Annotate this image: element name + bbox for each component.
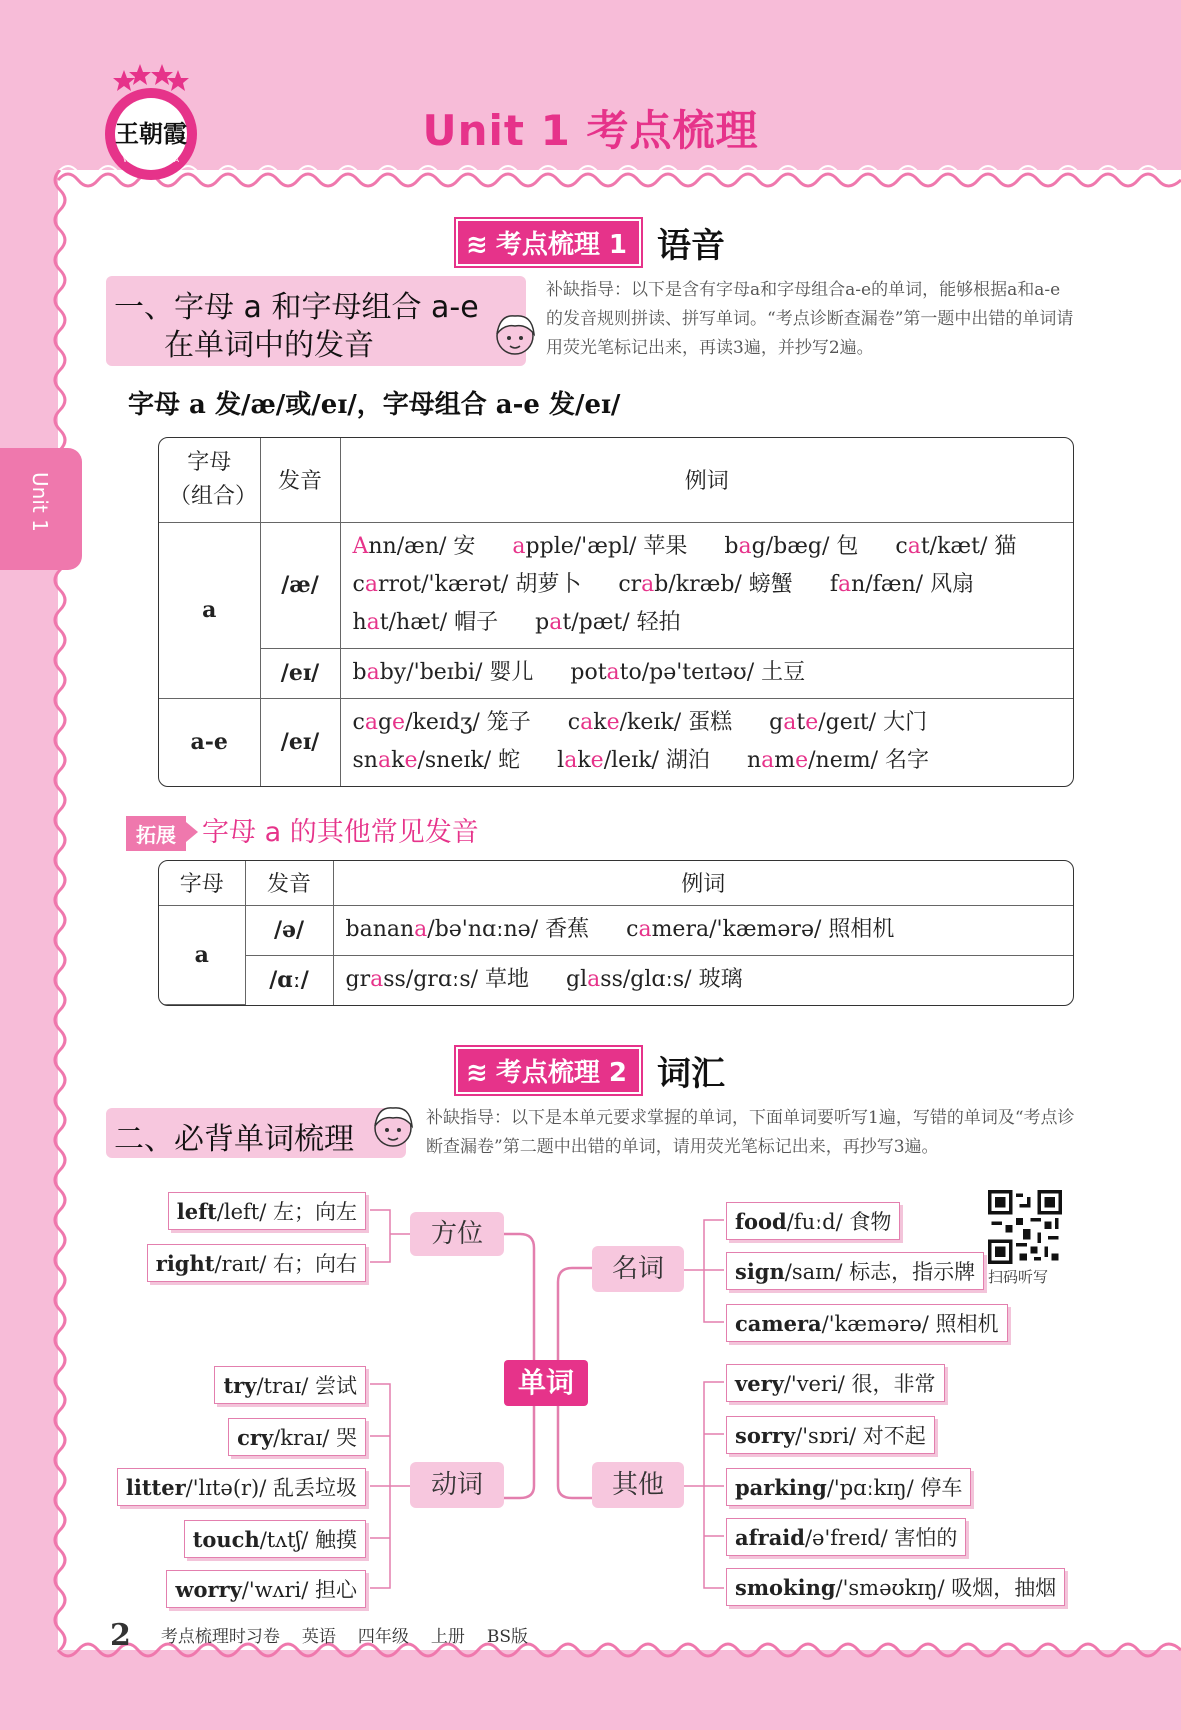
highlight-letter: a bbox=[738, 534, 752, 559]
highlight-letter: a bbox=[761, 748, 775, 774]
highlight-letter: e bbox=[805, 710, 819, 736]
example-word: bag/bæg/ 包 bbox=[724, 534, 859, 559]
table-cell-sound: /eɪ/ bbox=[260, 698, 340, 786]
footer-volume: 上册 bbox=[430, 1627, 465, 1647]
table-header-sound: 发音 bbox=[245, 861, 333, 905]
vocab-word: food bbox=[735, 1209, 787, 1234]
vocab-word: litter bbox=[125, 1475, 186, 1500]
vocab-item-other: very/'veri/ 很，非常 bbox=[726, 1364, 945, 1402]
vocab-item-direction: right/raɪt/ 右；向右 bbox=[147, 1244, 366, 1282]
category-verb: 动词 bbox=[410, 1462, 504, 1508]
section2-guide-text: 补缺指导：以下是本单元要求掌握的单词，下面单词要听写1遍，写错的单词及“考点诊断查漏卷”第二题中出错的单词，请用荧光笔标记出来，再抄写3遍。 bbox=[426, 1108, 1075, 1157]
category-other: 其他 bbox=[592, 1462, 684, 1508]
vocab-word: parking bbox=[735, 1475, 827, 1500]
highlight-letter: a bbox=[366, 660, 380, 685]
vocab-word: afraid bbox=[735, 1525, 805, 1550]
highlight-letter: a bbox=[377, 748, 392, 774]
section2-title: 词汇 bbox=[656, 1054, 725, 1094]
vocab-item-other: sorry/'sɒri/ 对不起 bbox=[726, 1416, 935, 1454]
highlight-letter: a bbox=[580, 710, 594, 736]
vocab-word: worry bbox=[175, 1577, 242, 1602]
example-word: snake/sneɪk/ 蛇 bbox=[352, 748, 521, 774]
highlight-letter: a bbox=[837, 572, 852, 597]
table-header-sound: 发音 bbox=[260, 438, 340, 522]
table-cell-examples bbox=[340, 648, 1073, 698]
highlight-letter: e bbox=[606, 710, 620, 736]
footer-subject: 英语 bbox=[301, 1627, 336, 1647]
subheading-line1: 一、字母 a 和字母组合 a-e bbox=[114, 290, 479, 325]
table-header-letter: 字母（组合） bbox=[159, 438, 260, 522]
vocab-word: try bbox=[223, 1373, 257, 1398]
qr-code[interactable] bbox=[988, 1190, 1062, 1264]
example-word: potato/pə'teɪtəʊ/ 土豆 bbox=[570, 660, 806, 685]
svg-text:WANG CHAOXIA: WANG CHAOXIA bbox=[123, 156, 179, 164]
pronunciation-rule: 字母 a 发/æ/或/eɪ/，字母组合 a-e 发/eɪ/ bbox=[128, 390, 621, 420]
extension-heading bbox=[126, 810, 479, 851]
section1-subheading bbox=[106, 276, 526, 366]
vocab-item-other: parking/'pɑːkɪŋ/ 停车 bbox=[726, 1468, 971, 1506]
highlight-letter: a bbox=[587, 967, 601, 992]
table-cell-sound: /ə/ bbox=[245, 905, 333, 955]
vocab-word: cry bbox=[237, 1425, 274, 1450]
vocab-item-verb: worry/'wʌri/ 担心 bbox=[166, 1570, 366, 1608]
highlight-letter: e bbox=[392, 710, 406, 736]
girl-avatar-icon bbox=[490, 310, 540, 366]
highlight-letter: e bbox=[404, 748, 418, 774]
highlight-letter: a bbox=[549, 610, 563, 635]
table-cell-sound: /eɪ/ bbox=[260, 648, 340, 698]
table-cell-examples bbox=[340, 522, 1073, 648]
wave-lines-icon: ≋ bbox=[466, 1058, 488, 1088]
table-cell-examples bbox=[333, 955, 1073, 1005]
table-header-examples: 例词 bbox=[333, 861, 1073, 905]
pronunciation-table bbox=[158, 437, 1074, 787]
vocab-word: very bbox=[735, 1371, 784, 1396]
table-header-examples: 例词 bbox=[340, 438, 1073, 522]
left-wave-border bbox=[48, 170, 72, 1650]
table-cell-letter: a bbox=[159, 522, 260, 698]
vocab-item-other: smoking/'sməʊkɪŋ/ 吸烟，抽烟 bbox=[726, 1568, 1065, 1606]
example-word: gate/geɪt/ 大门 bbox=[769, 710, 928, 736]
highlight-letter: a bbox=[414, 917, 428, 942]
vocab-item-verb: cry/kraɪ/ 哭 bbox=[228, 1418, 366, 1456]
vocab-item-verb: litter/'lɪtə(r)/ 乱丢垃圾 bbox=[117, 1468, 366, 1506]
highlight-letter: a bbox=[783, 710, 797, 736]
footer-book: 考点梳理时习卷 bbox=[160, 1627, 280, 1647]
example-word: glass/glɑːs/ 玻璃 bbox=[566, 967, 743, 992]
table-cell-sound: /ɑː/ bbox=[245, 955, 333, 1005]
category-noun: 名词 bbox=[592, 1246, 684, 1292]
highlight-letter: a bbox=[564, 748, 578, 774]
vocab-word: camera bbox=[735, 1311, 822, 1336]
vocab-item-noun: sign/saɪn/ 标志，指示牌 bbox=[726, 1252, 984, 1290]
example-word: grass/grɑːs/ 草地 bbox=[345, 967, 530, 992]
wave-lines-icon: ≋ bbox=[466, 230, 488, 260]
girl-avatar-icon bbox=[368, 1102, 418, 1158]
footer-edition: BS版 bbox=[486, 1627, 529, 1647]
side-tab-label: Unit 1 bbox=[28, 472, 52, 532]
example-word: Ann/æn/ 安 bbox=[352, 534, 476, 559]
highlight-letter: e bbox=[590, 748, 604, 774]
extension-badge: 拓展 bbox=[126, 816, 186, 851]
footer-grade: 四年级 bbox=[357, 1627, 409, 1647]
vocab-item-verb: try/traɪ/ 尝试 bbox=[214, 1366, 366, 1404]
highlight-letter: a bbox=[606, 660, 620, 685]
highlight-letter: a bbox=[364, 710, 378, 736]
page-number: 2 bbox=[110, 1618, 131, 1653]
highlight-letter: a bbox=[366, 610, 380, 635]
section2-badge: ≋ 考点梳理 2 bbox=[456, 1047, 641, 1094]
section2-subheading: 二、必背单词梳理 bbox=[106, 1108, 406, 1158]
extension-title: 字母 a 的其他常见发音 bbox=[202, 817, 479, 848]
highlight-letter: e bbox=[795, 748, 809, 774]
highlight-letter: A bbox=[352, 534, 369, 559]
vocab-word: sign bbox=[735, 1259, 785, 1284]
highlight-letter: a bbox=[638, 917, 652, 942]
table-cell-letter: a-e bbox=[159, 698, 260, 786]
highlight-letter: a bbox=[364, 572, 378, 597]
vocab-item-other: afraid/ə'freɪd/ 害怕的 bbox=[726, 1518, 966, 1556]
example-word: hat/hæt/ 帽子 bbox=[352, 610, 499, 635]
svg-text:王朝霞: 王朝霞 bbox=[115, 119, 187, 148]
section1-guide-text: 补缺指导：以下是含有字母a和字母组合a-e的单词，能够根据a和a-e的发音规则拼读、拼写单词。“考点诊断查漏卷”第一题中出错的单词请用荧光笔标记出来，再读3遍，并抄写2遍。 bbox=[546, 280, 1074, 358]
example-word: pat/pæt/ 轻拍 bbox=[535, 610, 681, 635]
vocab-item-direction: left/left/ 左；向左 bbox=[168, 1192, 366, 1230]
table-cell-sound: /æ/ bbox=[260, 522, 340, 648]
subheading-line2: 在单词中的发音 bbox=[164, 328, 374, 363]
vocab-item-verb: touch/tʌtʃ/ 触摸 bbox=[184, 1520, 366, 1558]
section1-title: 语音 bbox=[656, 226, 725, 266]
vocab-word: touch bbox=[192, 1527, 260, 1552]
example-word: camera/'kæmərə/ 照相机 bbox=[626, 917, 895, 942]
table-cell-examples bbox=[340, 698, 1073, 786]
example-word: baby/'beɪbi/ 婴儿 bbox=[352, 660, 534, 685]
example-word: cat/kæt/ 猫 bbox=[895, 534, 1017, 559]
highlight-letter: a bbox=[907, 534, 921, 559]
example-word: cake/keɪk/ 蛋糕 bbox=[567, 710, 733, 736]
vocab-word: right bbox=[155, 1251, 215, 1276]
example-word: carrot/'kærət/ 胡萝卜 bbox=[352, 572, 582, 597]
vocab-word: sorry bbox=[735, 1423, 796, 1448]
highlight-letter: a bbox=[512, 534, 526, 559]
highlight-letter: a bbox=[641, 572, 655, 597]
vocab-word: left bbox=[176, 1199, 217, 1224]
example-word: crab/kræb/ 螃蟹 bbox=[618, 572, 793, 597]
extension-table bbox=[158, 860, 1074, 1006]
unit-side-tab[interactable] bbox=[0, 448, 82, 570]
section1-header bbox=[0, 218, 1181, 267]
unit-title: Unit 1 考点梳理 bbox=[422, 106, 759, 155]
vocab-word: smoking bbox=[735, 1575, 836, 1600]
example-word: cage/keɪdʒ/ 笼子 bbox=[352, 710, 531, 736]
mindmap-center-node: 单词 bbox=[504, 1360, 588, 1406]
table-cell-letter: a bbox=[159, 905, 245, 1005]
section1-badge: ≋ 考点梳理 1 bbox=[456, 219, 641, 266]
vocab-item-noun: food/fuːd/ 食物 bbox=[726, 1202, 900, 1240]
qr-code-label: 扫码听写 bbox=[988, 1268, 1049, 1286]
table-header-letter: 字母 bbox=[159, 861, 245, 905]
category-direction: 方位 bbox=[410, 1212, 504, 1256]
vocab-item-noun: camera/'kæmərə/ 照相机 bbox=[726, 1304, 1008, 1342]
highlight-letter: a bbox=[370, 967, 384, 992]
table-cell-examples bbox=[333, 905, 1073, 955]
section2-header bbox=[0, 1046, 1181, 1095]
example-word: apple/'æpl/ 苹果 bbox=[512, 534, 688, 559]
example-word: lake/leɪk/ 湖泊 bbox=[557, 748, 710, 774]
example-word: fan/fæn/ 风扇 bbox=[829, 572, 975, 597]
example-word: banana/bə'nɑːnə/ 香蕉 bbox=[345, 917, 590, 942]
example-word: name/neɪm/ 名字 bbox=[746, 748, 930, 774]
page-footer bbox=[110, 1618, 550, 1653]
